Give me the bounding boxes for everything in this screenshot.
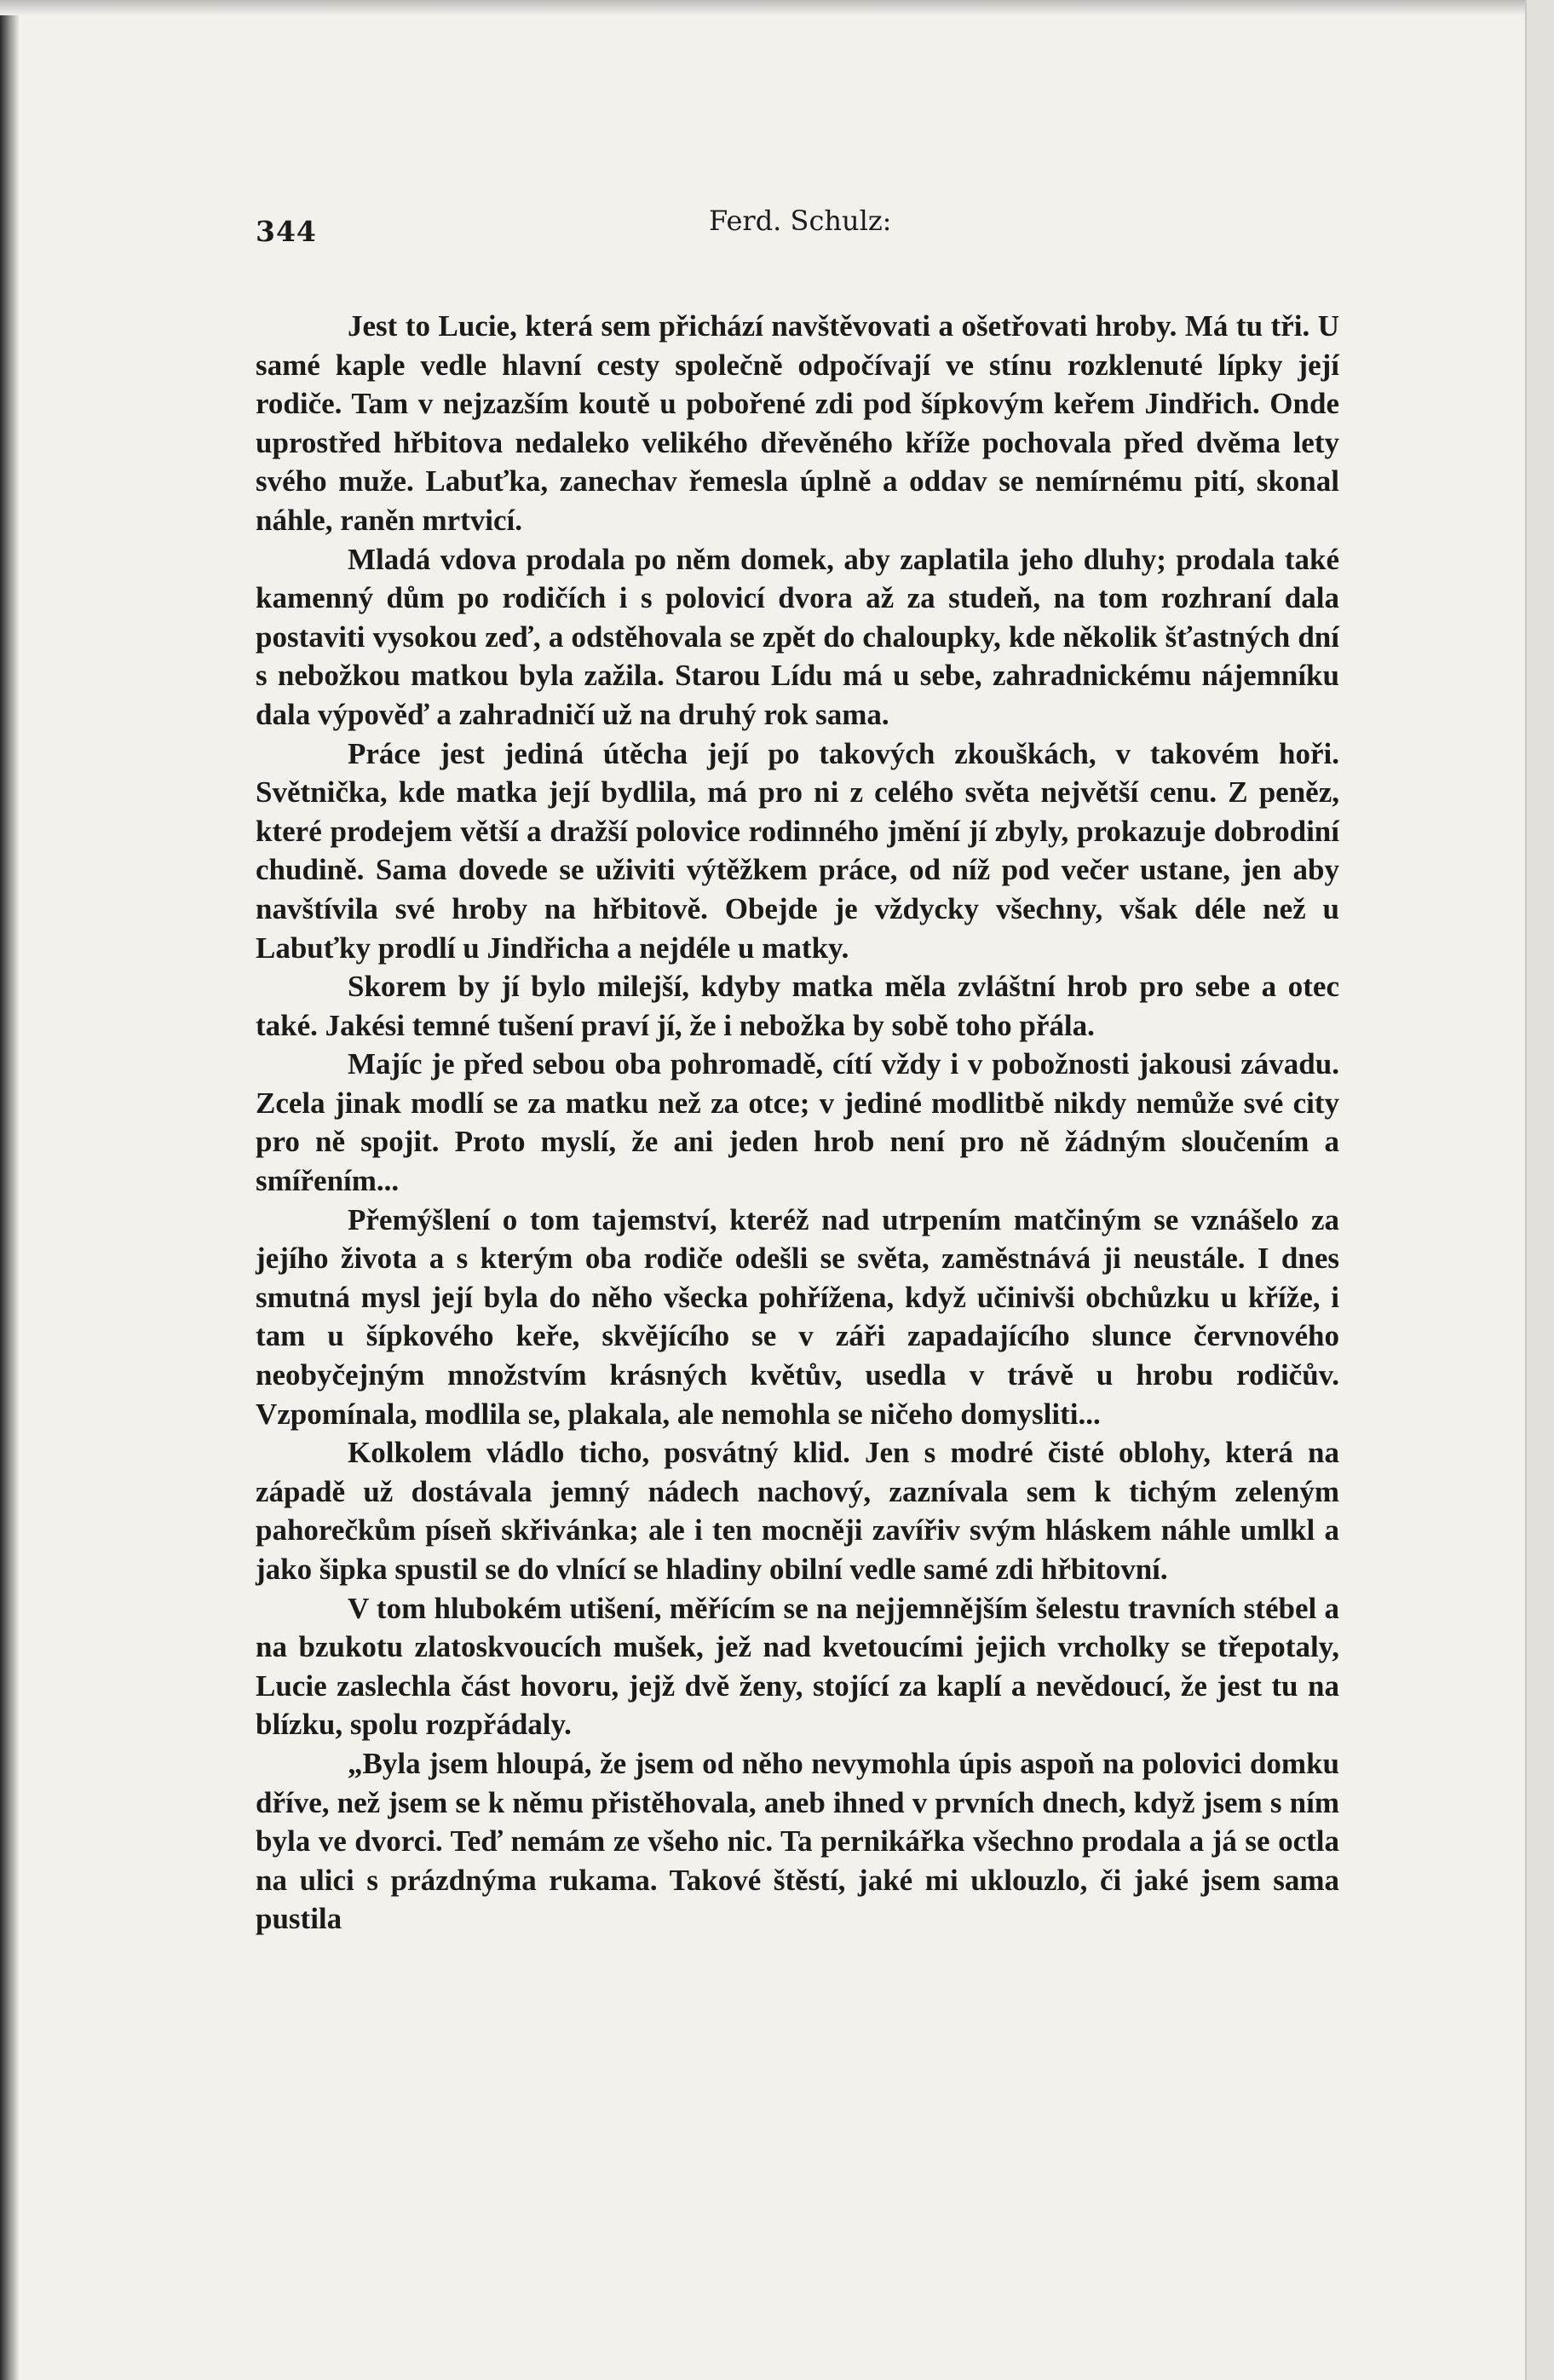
book-page bbox=[256, 205, 1339, 1939]
paragraph: Kolkolem vládlo ticho, posvátný klid. Jen s modré čisté oblohy, která na západě už dostávala jemný nádech nachový, zaznívala sem k tichým zeleným pahorečkům píseň skřivánka; ale i ten mocněji zavířiv svým hláskem náhle umlkl a jako šipka spustil se do vlnící se hladiny obilní vedle samé zdi hřbitovní. bbox=[256, 1436, 1339, 1586]
scan-right-margin bbox=[1525, 0, 1554, 2380]
paragraph: V tom hlubokém utišení, měřícím se na nejjemnějším šelestu travních stébel a na bzukotu zlatoskvoucích mušek, jež nad kvetoucími jejich vrcholky se třepotaly, Lucie zaslechla část hovoru, jejž dvě ženy, stojící za kaplí a nevědoucí, že jest tu na blízku, spolu rozpřádaly. bbox=[256, 1591, 1339, 1742]
paragraph: Majíc je před sebou oba pohromadě, cítí vždy i v pobožnosti jakousi závadu. Zcela jinak modlí se za matku než za otce; v jediné modlitbě nikdy nemůže své city pro ně spojit. Proto myslí, že ani jeden hrob není pro ně žádným sloučením a smířením... bbox=[256, 1047, 1339, 1198]
paragraph: Jest to Lucie, která sem přichází navštěvovati a ošetřovati hroby. Má tu tři. U samé kaple vedle hlavní cesty společně odpočívají ve stínu rozklenuté lípky její rodiče. Tam v nejzazším koutě u pobořené zdi pod šípkovým keřem Jindřich. Onde uprostřed hřbitova nedaleko velikého dřevěného kříže pochovala před dvěma lety svého muže. Labuťka, zanechav řemesla úplně a oddav se nemírnému pití, skonal náhle, raněn mrtvicí. bbox=[256, 309, 1339, 537]
page-top-shadow bbox=[0, 0, 1525, 15]
paragraph: Mladá vdova prodala po něm domek, aby zaplatila jeho dluhy; prodala také kamenný dům po rodičích i s polovicí dvora až za studeň, na tom rozhraní dala postaviti vysokou zeď, a odstěhovala se zpět do chaloupky, kde několik šťastných dní s nebožkou matkou byla zažila. Starou Lídu má u sebe, zahradnickému nájemníku dala výpověď a zahradničí už na druhý rok sama. bbox=[256, 542, 1339, 731]
paragraph: „Byla jsem hloupá, že jsem od něho nevymohla úpis aspoň na polovici domku dříve, než jsem se k němu přistěhovala, aneb ihned v prvních dnech, když jsem s ním byla ve dvorci. Teď nemám ze všeho nic. Ta pernikářka všechno prodala a já se octla na ulici s prázdnýma rukama. Takové štěstí, jaké mi uklouzlo, či jaké jsem sama pustila bbox=[256, 1746, 1339, 1936]
page-edge-shadow bbox=[0, 0, 19, 2380]
paragraph: Práce jest jediná útěcha její po takových zkouškách, v takovém hoři. Světnička, kde matka její bydlila, má pro ni z celého světa největší cenu. Z peněz, které prodejem větší a dražší polovice rodinného jmění jí zbyly, prokazuje dobrodiní chudině. Sama dovede se uživiti výtěžkem práce, od níž pod večer ustane, jen aby navštívila své hroby na hřbitově. Obejde je vždycky všechny, však déle než u Labuťky prodlí u Jindřicha a nejdéle u matky. bbox=[256, 736, 1339, 965]
running-head: Ferd. Schulz: bbox=[709, 205, 892, 237]
paragraph: Přemýšlení o tom tajemství, kteréž nad utrpením matčiným se vznášelo za jejího života a s kterým oba rodiče odešli se světa, zaměstnává ji neustále. I dnes smutná mysl její byla do něho všecka pohřížena, když učinivši obchůzku u kříže, i tam u šípkového keře, skvějícího se v záři zapadajícího slunce červnového neobyčejným množstvím krásných květův, usedla v trávě u hrobu rodičův. Vzpomínala, modlila se, plakala, ale nemohla se ničeho domysliti... bbox=[256, 1202, 1339, 1431]
paragraph: Skorem by jí bylo milejší, kdyby matka měla zvláštní hrob pro sebe a otec také. Jakési temné tušení praví jí, že i nebožka by sobě toho přála. bbox=[256, 970, 1339, 1042]
body-text bbox=[256, 307, 1339, 1939]
page-header bbox=[256, 205, 1339, 259]
page-number: 344 bbox=[256, 215, 317, 248]
